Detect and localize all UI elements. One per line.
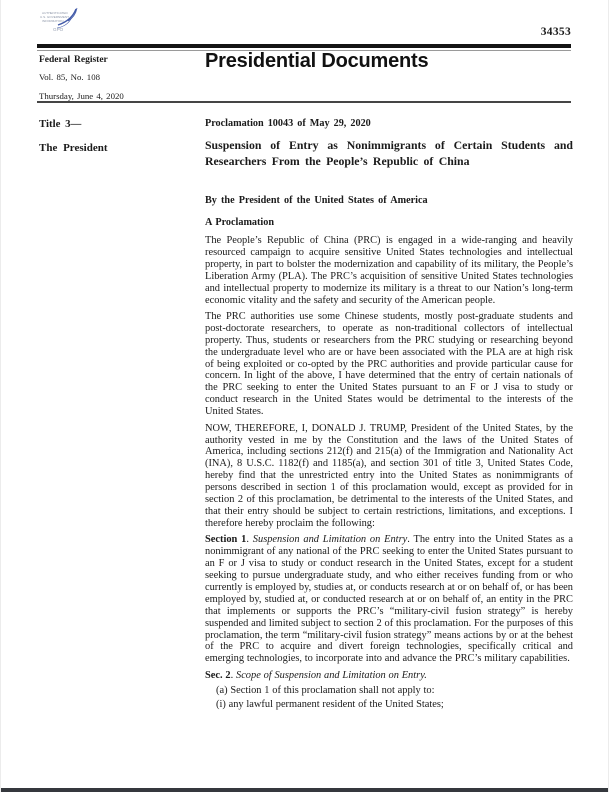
sidebar-subtitle-label: The President bbox=[39, 142, 108, 154]
masthead-publication: Federal Register bbox=[39, 55, 108, 65]
header-rule-bottom bbox=[37, 101, 571, 103]
sidebar-title-label: Title 3— bbox=[39, 118, 82, 130]
page-number: 34353 bbox=[540, 26, 571, 38]
section-1-paragraph: Section 1. Suspension and Limitation on Entry. The entry into the United States as a nonimmigrant of any national of the PRC seeking to enter the United States pursuant to an F or J visa to study or conduct research in the United States, except for a student seeking to pursue undergraduate study, and who either receives funding from or who currently is employed by, studies at, or conducts research at or on behalf of, or has been employed by, studied at, or conducted research at or on behalf of, an entity in the PRC that implements or supports the PRC’s “military-civil fusion strategy” is hereby suspended and limited subject to section 2 of this proclamation. For the purposes of this proclamation, the term “military-civil fusion strategy” means actions by or at the behest of the PRC to acquire and divert foreign technologies, specifically critical and emerging technologies, to incorporate into and advance the PRC’s military capabilities. bbox=[205, 534, 574, 665]
paragraph-1: The People’s Republic of China (PRC) is engaged in a wide-ranging and heavily resourced campaign to acquire sensitive United States technologies and intellectual property, in part to bolster the modernization and capability of its military, the People’s Liberation Army (PLA). The PRC’s acquisition of sensitive United States technologies and intellectual property to modernize its military is a threat to our Nation’s long-term economic vitality and the safety and security of the American people. bbox=[205, 235, 573, 306]
masthead-date: Thursday, June 4, 2020 bbox=[39, 91, 124, 101]
section-1-title: Suspension and Limitation on Entry bbox=[252, 534, 408, 546]
proclamation-number-line: Proclamation 10043 of May 29, 2020 bbox=[205, 118, 371, 129]
section-1-text: The entry into the United States as a nonimmigrant of any national of the PRC seeking to enter the United States pursuant to an F or J visa to study or conduct research in the United States, except for a student seeking to pursue undergraduate study, and who either receives funding from or who currently is employed by, studies at, or conducts research at or on behalf of, or has been employed by, studied at, or conducted research at or on behalf of, an entity in the PRC that implements or supports the PRC’s “military-civil fusion strategy” is hereby suspended and limited subject to section 2 of this proclamation. For the purposes of this proclamation, the term “military-civil fusion strategy” means actions by or at the behest of the PRC to acquire and divert foreign technologies, specifically critical and emerging technologies, to incorporate into and advance the PRC’s military capabilities. bbox=[205, 534, 574, 665]
masthead bbox=[39, 55, 124, 101]
section-2-heading: Sec. 2. Scope of Suspension and Limitation on Entry. bbox=[205, 670, 427, 682]
document-title: Suspension of Entry as Nonimmigrants of Certain Students and Researchers From the People’s Republic of China bbox=[205, 138, 573, 168]
section-2-title: Scope of Suspension and Limitation on Entry. bbox=[236, 670, 427, 682]
gpo-logo-line-1: AUTHENTICATED bbox=[42, 11, 68, 15]
paragraph-2: The PRC authorities use some Chinese students, mostly post-graduate students and post-doctorate researchers, to operate as non-traditional collectors of intellectual property. Thus, students or researchers from the PRC studying or researching beyond the undergraduate level who are or have been associated with the PLA are at high risk of being exploited or co-opted by the PRC authorities and provide particular cause for concern. In light of the above, I have determined that the entry of certain nationals of the PRC seeking to enter the United States pursuant to an F or J visa to study or conduct research in the United States would be detrimental to the interests of the United States. bbox=[205, 310, 573, 418]
masthead-section-title: Presidential Documents bbox=[205, 50, 429, 72]
gpo-authenticated-icon bbox=[38, 7, 80, 37]
clause-a: (a) Section 1 of this proclamation shall not apply to: bbox=[216, 684, 435, 696]
document-column bbox=[205, 118, 573, 711]
section-1-label: Section 1 bbox=[205, 534, 247, 546]
proclamation-heading: A Proclamation bbox=[205, 217, 275, 228]
gpo-logo-line-2: U.S. GOVERNMENT bbox=[40, 15, 70, 19]
clause-i: (i) any lawful permanent resident of the United States; bbox=[216, 699, 444, 711]
main-content bbox=[39, 118, 573, 711]
paragraph-3: NOW, THEREFORE, I, DONALD J. TRUMP, President of the United States, by the authority vested in me by the Constitution and the laws of the United States of America, including sections 212(f) and 215(a) of the Immigration and Nationality Act (INA), 8 U.S.C. 1182(f) and 1185(a), and section 301 of title 3, United States Code, hereby find that the unrestricted entry into the United States as nonimmigrants of persons described in section 1 of this proclamation would, except as provided for in section 2 of this proclamation, be detrimental to the interests of the United States, and that their entry should be subject to certain restrictions, limitations, and exceptions. I therefore hereby proclaim the following: bbox=[205, 422, 573, 529]
masthead-volume: Vol. 85, No. 108 bbox=[39, 72, 100, 82]
document-body bbox=[205, 235, 573, 711]
header-rule-thick bbox=[37, 44, 571, 48]
gpo-logo-line-3: INFORMATION bbox=[42, 19, 64, 23]
sidebar bbox=[39, 118, 205, 711]
gpo-logo-gpo-text: GPO bbox=[53, 27, 64, 32]
document-byline: By the President of the United States of America bbox=[205, 195, 428, 206]
section-2-label: Sec. 2 bbox=[205, 670, 231, 682]
page-bottom-edge bbox=[1, 788, 608, 792]
